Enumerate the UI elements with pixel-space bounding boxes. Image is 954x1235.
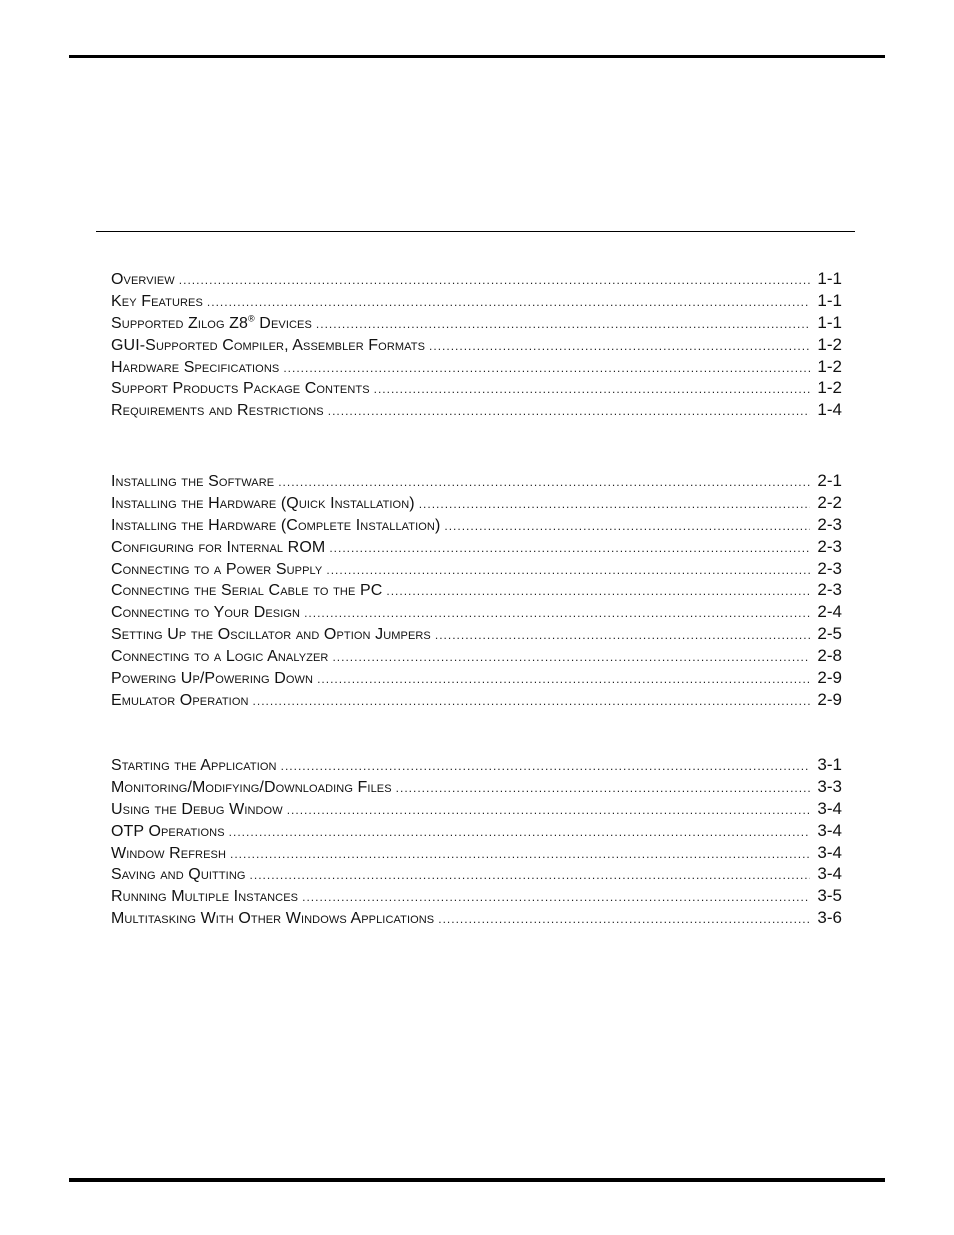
toc-dot-leader xyxy=(316,314,810,336)
toc-dot-leader xyxy=(326,560,810,582)
toc-entry-page: 3-4 xyxy=(817,864,842,884)
toc-entry-title: Window Refresh xyxy=(111,844,227,862)
toc-dot-leader xyxy=(332,647,810,669)
toc-dot-leader xyxy=(429,336,810,358)
toc-entry-page: 1-1 xyxy=(817,312,842,332)
toc-entry-title: Overview xyxy=(111,271,175,288)
toc-dot-leader xyxy=(287,800,810,822)
toc-entry-page: 1-1 xyxy=(817,290,842,310)
toc-section-3 xyxy=(111,754,842,929)
toc-entry[interactable] xyxy=(111,334,842,356)
toc-entry[interactable] xyxy=(111,579,842,601)
toc-dot-leader xyxy=(283,358,810,380)
toc-dot-leader xyxy=(386,581,810,603)
toc-entry-page: 2-9 xyxy=(817,689,842,709)
section-rule xyxy=(96,231,855,232)
toc-entry[interactable] xyxy=(111,863,842,885)
toc-entry[interactable] xyxy=(111,290,842,312)
toc-entry-title: Saving and Quitting xyxy=(111,866,246,884)
toc-entry-title xyxy=(111,313,312,335)
toc-entry-page: 3-4 xyxy=(817,798,842,818)
toc-entry-title: Monitoring/Modifying/Downloading Files xyxy=(111,778,392,796)
toc-entry[interactable] xyxy=(111,470,842,492)
toc-entry-title: Requirements and Restrictions xyxy=(111,402,324,420)
toc-entry[interactable] xyxy=(111,776,842,798)
toc-entry[interactable] xyxy=(111,907,842,929)
toc-dot-leader xyxy=(229,822,810,844)
toc-entry-page: 2-9 xyxy=(817,668,842,688)
toc-entry-title-main: Supported Zilog Z8 xyxy=(111,314,249,332)
toc-entry-title: Running Multiple Instances xyxy=(111,888,299,906)
toc-entry-page: 1-4 xyxy=(817,400,842,420)
toc-entry-page: 2-5 xyxy=(817,624,842,644)
toc-entry-page: 2-3 xyxy=(817,514,842,534)
toc-entry-title: Hardware Specifications xyxy=(111,358,280,376)
toc-dot-leader xyxy=(179,270,810,292)
toc-dot-leader xyxy=(419,494,810,516)
toc-entry-page: 2-3 xyxy=(817,536,842,556)
toc-entry-title: Configuring for Internal ROM xyxy=(111,538,326,556)
toc-entry-title: Starting the Application xyxy=(111,757,277,774)
toc-entry-title: Emulator Operation xyxy=(111,691,249,709)
toc-entry-title: Connecting the Serial Cable to the PC xyxy=(111,582,383,600)
toc-entry[interactable] xyxy=(111,536,842,558)
toc-entry[interactable] xyxy=(111,623,842,645)
toc-dot-leader xyxy=(207,292,810,314)
toc-entry-page: 3-5 xyxy=(817,886,842,906)
toc-entry-page: 3-1 xyxy=(817,755,842,774)
toc-entry-page: 3-3 xyxy=(817,776,842,796)
toc-entry-page: 2-4 xyxy=(817,602,842,622)
toc-dot-leader xyxy=(302,887,810,909)
toc-dot-leader xyxy=(396,778,810,800)
toc-entry[interactable] xyxy=(111,645,842,667)
toc-dot-leader xyxy=(435,625,810,647)
toc-entry-page: 1-1 xyxy=(817,269,842,288)
toc-entry[interactable] xyxy=(111,820,842,842)
toc-entry[interactable] xyxy=(111,842,842,864)
toc-entry-page: 2-3 xyxy=(817,558,842,578)
toc-dot-leader xyxy=(328,401,810,423)
toc-dot-leader xyxy=(374,379,810,401)
toc-entry-page: 2-3 xyxy=(817,580,842,600)
toc-entry-title: Multitasking With Other Windows Applications xyxy=(111,910,435,928)
toc-entry[interactable] xyxy=(111,754,842,776)
toc-entry-title: Support Products Package Contents xyxy=(111,380,370,398)
toc-dot-leader xyxy=(250,865,810,887)
toc-dot-leader xyxy=(278,472,810,494)
toc-entry[interactable] xyxy=(111,601,842,623)
toc-entry[interactable] xyxy=(111,689,842,711)
toc-entry[interactable] xyxy=(111,514,842,536)
toc-entry-title: Installing the Software xyxy=(111,473,275,490)
toc-entry[interactable] xyxy=(111,399,842,421)
toc-entry-page: 3-4 xyxy=(817,842,842,862)
toc-entry[interactable] xyxy=(111,377,842,399)
toc-dot-leader xyxy=(253,691,810,713)
toc-entry[interactable] xyxy=(111,558,842,580)
toc-entry-title: Powering Up/Powering Down xyxy=(111,670,314,688)
toc-section-1 xyxy=(111,268,842,421)
registered-mark: ® xyxy=(248,313,255,324)
toc-entry-title: Using the Debug Window xyxy=(111,800,283,818)
toc-entry-title: Setting Up the Oscillator and Option Jumpers xyxy=(111,626,431,644)
toc-entry-page: 1-2 xyxy=(817,356,842,376)
toc-entry-page: 3-4 xyxy=(817,820,842,840)
toc-entry[interactable] xyxy=(111,492,842,514)
bottom-rule xyxy=(69,1178,885,1182)
toc-entry-title: Connecting to a Logic Analyzer xyxy=(111,648,329,666)
toc-entry-title: Installing the Hardware (Quick Installation) xyxy=(111,494,415,512)
toc-dot-leader xyxy=(230,844,810,866)
toc-dot-leader xyxy=(438,909,810,931)
toc-entry-title: OTP Operations xyxy=(111,822,225,840)
toc-entry-title: GUI-Supported Compiler, Assembler Formats xyxy=(111,336,426,354)
toc-dot-leader xyxy=(304,603,810,625)
toc-entry-title: Connecting to a Power Supply xyxy=(111,560,323,578)
toc-dot-leader xyxy=(329,538,810,560)
toc-entry-title: Connecting to Your Design xyxy=(111,604,301,622)
toc-entry[interactable] xyxy=(111,268,842,290)
toc-entry-title-suffix: Devices xyxy=(254,314,312,332)
toc-entry-page: 2-1 xyxy=(817,471,842,490)
toc-entry-title: Key Features xyxy=(111,292,203,310)
toc-entry-page: 2-2 xyxy=(817,492,842,512)
toc-entry[interactable] xyxy=(111,667,842,689)
toc-entry[interactable] xyxy=(111,798,842,820)
toc-dot-leader xyxy=(444,516,810,538)
toc-entry-title: Installing the Hardware (Complete Installation) xyxy=(111,516,441,534)
toc-section-2 xyxy=(111,470,842,711)
toc-entry[interactable] xyxy=(111,885,842,907)
toc-entry-page: 1-2 xyxy=(817,378,842,398)
toc-entry-page: 1-2 xyxy=(817,334,842,354)
toc-entry[interactable] xyxy=(111,312,842,334)
toc-entry-page: 3-6 xyxy=(817,908,842,928)
toc-dot-leader xyxy=(317,669,810,691)
toc-entry-page: 2-8 xyxy=(817,646,842,666)
top-rule xyxy=(69,55,885,58)
toc-entry[interactable] xyxy=(111,356,842,378)
toc-dot-leader xyxy=(281,756,810,778)
